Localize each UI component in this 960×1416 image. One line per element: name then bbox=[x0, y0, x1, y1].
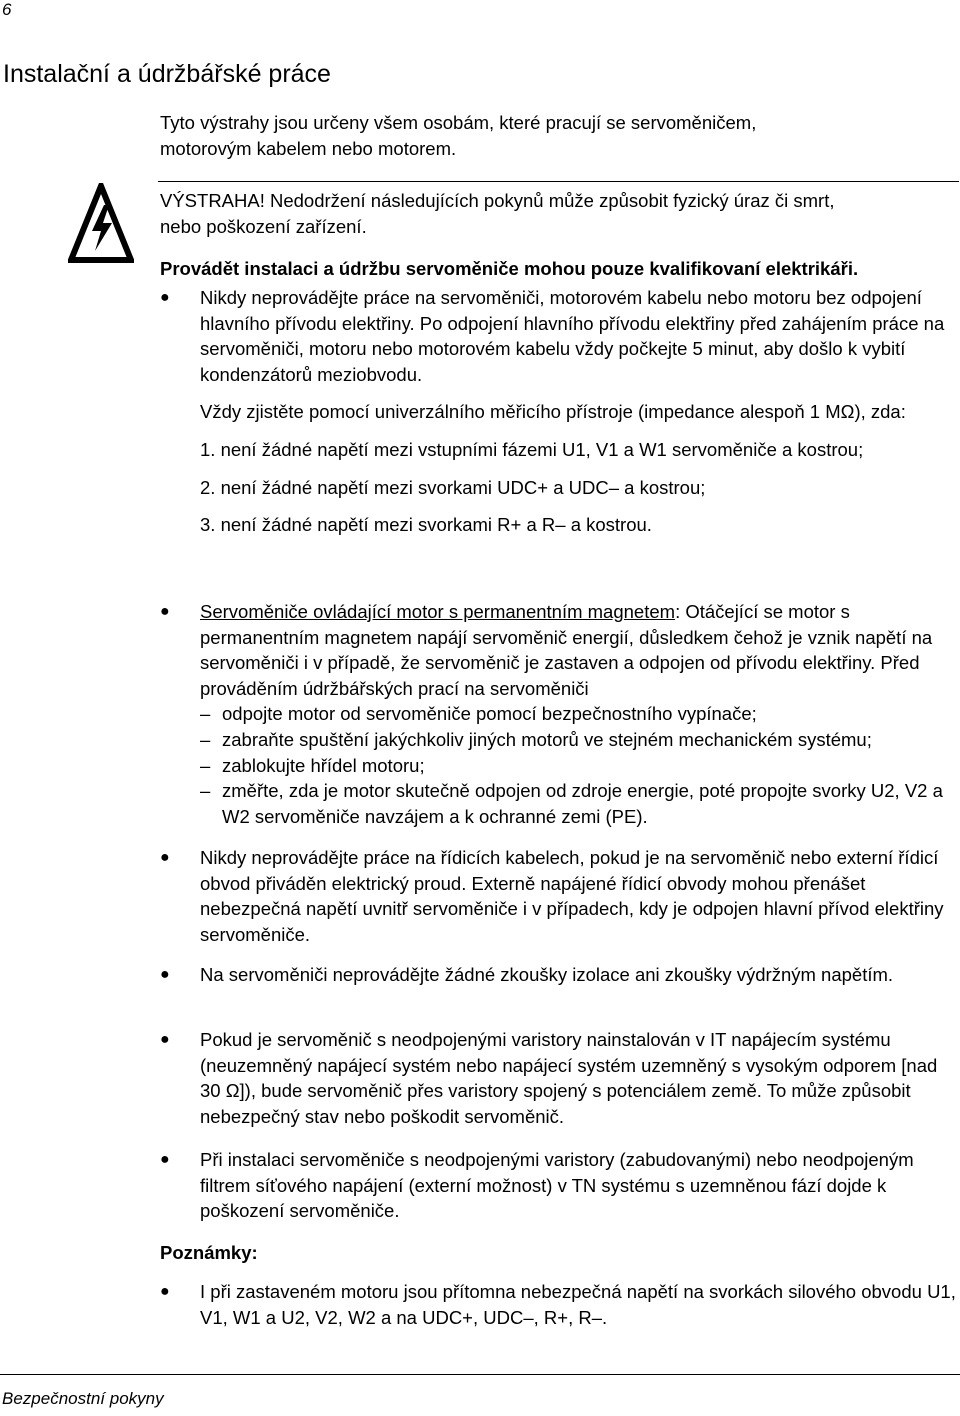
dash-item bbox=[200, 753, 958, 779]
notes-heading: Poznámky: bbox=[160, 1242, 258, 1263]
warning-line-2: nebo poškození zařízení. bbox=[160, 216, 367, 237]
bullet-insulation-tests: Na servoměniči neprovádějte žádné zkoušky izolace ani zkoušky výdržným napětím. bbox=[200, 964, 894, 985]
check-item-1: 1. není žádné napětí mezi vstupními fázemi U1, V1 a W1 servoměniče a kostrou; bbox=[200, 438, 864, 460]
bullet-marker: ● bbox=[160, 849, 170, 866]
footer-divider bbox=[0, 1374, 960, 1375]
bullet-permanent-magnet-motor bbox=[200, 599, 958, 829]
dash-item-text: zabraňte spuštění jakýchkoliv jiných motorů ve stejném mechanickém systému; bbox=[222, 728, 872, 750]
dash-marker: – bbox=[200, 754, 211, 776]
dash-item-text: odpojte motor od servoměniče pomocí bezpečnostního vypínače; bbox=[222, 703, 757, 725]
warning-line-1: VÝSTRAHA! Nedodržení následujících pokynů může způsobit fyzický úraz či smrt, bbox=[160, 190, 835, 211]
bullet-paragraph-text: : Otáčející se motor s permanentním magnetem napájí servoměnič energií, důsledkem čehož je vznik napětí na servoměniči i v případě, že servoměnič je zastaven a odpojen od přívodu elektřiny. Před prováděním údržbářských prací na servoměniči bbox=[200, 601, 933, 699]
dash-item bbox=[200, 701, 958, 727]
note-dangerous-voltages: I při zastaveném motoru jsou přítomna nebezpečná napětí na svorkách silového obvodu U1, V1, W1 a U2, V2, W2 a na UDC+, UDC–, R+, R–. bbox=[200, 1281, 956, 1328]
bullet-marker: ● bbox=[160, 289, 170, 306]
bullet-disconnect-power bbox=[200, 285, 958, 538]
bullet-marker: ● bbox=[160, 1151, 170, 1168]
warning-text bbox=[160, 188, 955, 240]
check-item-3: 3. není žádné napětí mezi svorkami R+ a R– a kostrou. bbox=[200, 514, 652, 536]
bullet-marker: ● bbox=[160, 1283, 170, 1300]
intro-line-1: Tyto výstrahy jsou určeny všem osobám, které pracují se servoměničem, bbox=[160, 112, 757, 133]
electrical-hazard-warning-icon bbox=[68, 183, 134, 263]
underlined-heading: Servoměniče ovládající motor s permanentním magnetem bbox=[200, 601, 676, 622]
dash-item bbox=[200, 778, 958, 829]
bullet-marker: ● bbox=[160, 603, 170, 620]
dash-marker: – bbox=[200, 728, 211, 750]
bullet-paragraph bbox=[200, 599, 958, 701]
dash-marker: – bbox=[200, 780, 211, 802]
bullet-paragraph: Nikdy neprovádějte práce na servoměniči, motorovém kabelu nebo motoru bez odpojení hlavního přívodu elektřiny. Po odpojení hlavního přívodu elektřiny před zahájením práce na servoměniči, motoru nebo motorovém kabelu vždy počkejte 5 minut, aby došlo k vybití kondenzátorů meziobvodu. bbox=[200, 287, 945, 385]
warning-bold-text: Provádět instalaci a údržbu servoměniče mohou pouze kvalifikovaní elektrikáři. bbox=[160, 258, 859, 279]
dash-item bbox=[200, 727, 958, 753]
section-title: Instalační a údržbářské práce bbox=[3, 60, 331, 88]
bullet-it-system-varistors: Pokud je servoměnič s neodpojenými varistory nainstalován v IT napájecím systému (neuzemněný napájecí systém nebo napájecí systém uzemněný s vysokým odporem [nad 30 Ω]), bude servoměnič přes varistory spojený s potenciálem země. To může způsobit nebezpečný stav nebo poškodit servoměnič. bbox=[200, 1029, 938, 1127]
check-item-2: 2. není žádné napětí mezi svorkami UDC+ a UDC– a kostrou; bbox=[200, 476, 706, 498]
bullet-paragraph: Vždy zjistěte pomocí univerzálního měřicího přístroje (impedance alespoň 1 MΩ), zda: bbox=[200, 401, 906, 423]
footer-text: Bezpečnostní pokyny bbox=[2, 1389, 164, 1408]
bullet-marker: ● bbox=[160, 966, 170, 983]
dash-marker: – bbox=[200, 703, 211, 725]
warning-divider bbox=[158, 181, 959, 182]
dash-item-text: změřte, zda je motor skutečně odpojen od zdroje energie, poté propojte svorky U2, V2 a W2 servoměniče navzájem a k ochranné zemi (PE). bbox=[222, 780, 943, 827]
bullet-tn-system-varistors: Při instalaci servoměniče s neodpojenými varistory (zabudovanými) nebo neodpojeným filtrem síťového napájení (externí možnost) v TN systému s uzemněnou fází dojde k poškození servoměniče. bbox=[200, 1149, 914, 1222]
intro-line-2: motorovým kabelem nebo motorem. bbox=[160, 138, 457, 159]
intro-text bbox=[160, 110, 920, 162]
dash-item-text: zablokujte hřídel motoru; bbox=[222, 754, 425, 776]
page-number: 6 bbox=[2, 0, 12, 19]
bullet-marker: ● bbox=[160, 1031, 170, 1048]
bullet-control-cables: Nikdy neprovádějte práce na řídicích kabelech, pokud je na servoměnič nebo externí řídicí obvod přiváděn elektrický proud. Externě napájené řídicí obvody mohou přenášet nebezpečná napětí uvnitř servoměniče i v případech, kdy je odpojen hlavní přívod elektřiny servoměniče. bbox=[200, 847, 944, 945]
